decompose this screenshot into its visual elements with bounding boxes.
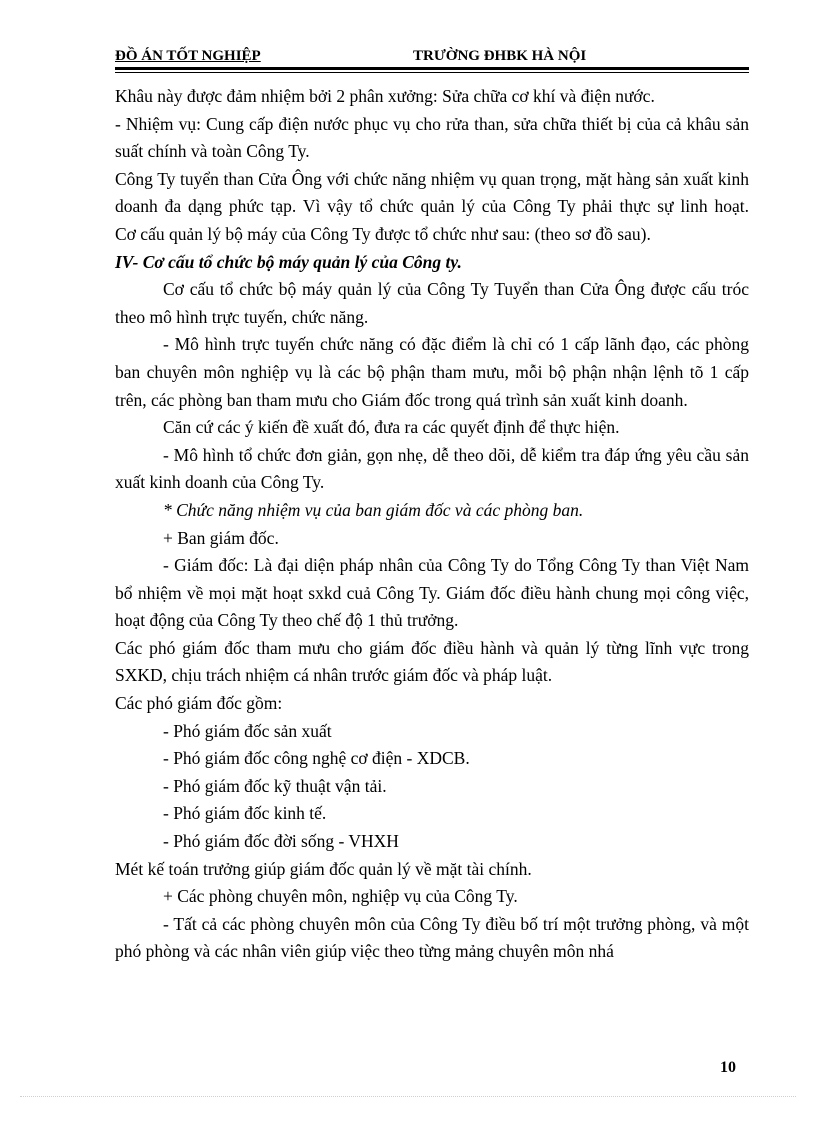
document-body <box>115 83 749 966</box>
list-item: - Phó giám đốc sản xuất <box>163 720 332 741</box>
header-right-title: TRƯỜNG ĐHBK HÀ NỘI <box>413 48 587 64</box>
paragraph: - Mô hình tổ chức đơn giản, gọn nhẹ, dễ theo dõi, dễ kiểm tra đáp ứng yêu cầu sản xuất kinh doanh của Công Ty. <box>115 444 749 493</box>
paragraph: + Các phòng chuyên môn, nghiệp vụ của Công Ty. <box>163 886 518 907</box>
header-rule-thick <box>115 67 749 70</box>
paragraph: - Nhiệm vụ: Cung cấp điện nước phục vụ cho rửa than, sửa chữa thiết bị của cả khâu sản suất chính và toàn Công Ty. <box>115 113 749 162</box>
paragraph: Cơ cấu quản lý bộ máy của Công Ty được tổ chức như sau: (theo sơ đồ sau). <box>115 223 651 244</box>
page-number: 10 <box>720 1059 736 1076</box>
paragraph: - Mô hình trực tuyến chức năng có đặc điểm là chỉ có 1 cấp lãnh đạo, các phòng ban chuyên môn nghiệp vụ là các bộ phận tham mưu, mỗi bộ phận nhận lệnh tõ 1 cấp trên, các phòng ban tham mưu cho Giám đốc trong quá trình sản xuất kinh doanh. <box>115 334 749 410</box>
paragraph: Các phó giám đốc gồm: <box>115 693 283 714</box>
paragraph: Căn cứ các ý kiến đề xuất đó, đưa ra các quyết định để thực hiện. <box>163 417 620 438</box>
paragraph: Các phó giám đốc tham mưu cho giám đốc điều hành và quản lý từng lĩnh vực trong SXKD, chịu trách nhiệm cá nhân trước giám đốc và pháp luật. <box>115 637 749 686</box>
subheading: * Chức năng nhiệm vụ của ban giám đốc và các phòng ban. <box>163 499 584 520</box>
list-item: - Phó giám đốc kinh tế. <box>163 803 327 824</box>
header-left-title: ĐỒ ÁN TỐT NGHIỆP <box>115 48 261 64</box>
paragraph: Khâu này được đảm nhiệm bởi 2 phân xưởng: Sửa chữa cơ khí và điện nước. <box>115 86 655 106</box>
list-item: - Phó giám đốc công nghệ cơ điện - XDCB. <box>163 748 470 769</box>
paragraph: Cơ cấu tổ chức bộ máy quản lý của Công Ty Tuyển than Cửa Ông được cấu tróc theo mô hình trực tuyến, chức năng. <box>115 279 749 327</box>
paragraph: - Tất cả các phòng chuyên môn của Công Ty điều bố trí một trưởng phòng, và một phó phòng và các nhân viên giúp việc theo từng mảng chuyên môn nhá <box>115 913 749 962</box>
list-item: - Phó giám đốc kỹ thuật vận tải. <box>163 775 387 796</box>
paragraph: + Ban giám đốc. <box>163 527 279 548</box>
paragraph: Mét kế toán trưởng giúp giám đốc quản lý về mặt tài chính. <box>115 858 532 879</box>
header-rule-thin <box>115 72 749 73</box>
page-bottom-border <box>20 1096 796 1097</box>
list-item: - Phó giám đốc đời sống - VHXH <box>163 831 399 852</box>
paragraph: - Giám đốc: Là đại diện pháp nhân của Công Ty do Tổng Công Ty than Việt Nam bổ nhiệm về mọi mặt hoạt sxkd cuả Công Ty. Giám đốc điều hành chung mọi công việc, hoạt động của Công Ty theo chế độ 1 thủ trưởng. <box>115 555 749 631</box>
paragraph: Công Ty tuyển than Cửa Ông với chức năng nhiệm vụ quan trọng, mặt hàng sản xuất kinh doanh đa dạng phức tạp. Vì vậy tổ chức quản lý của Công Ty phải thực sự linh hoạt. <box>115 168 749 217</box>
page-header <box>115 48 749 68</box>
section-heading: IV- Cơ cấu tổ chức bộ máy quản lý của Công ty. <box>115 251 462 272</box>
